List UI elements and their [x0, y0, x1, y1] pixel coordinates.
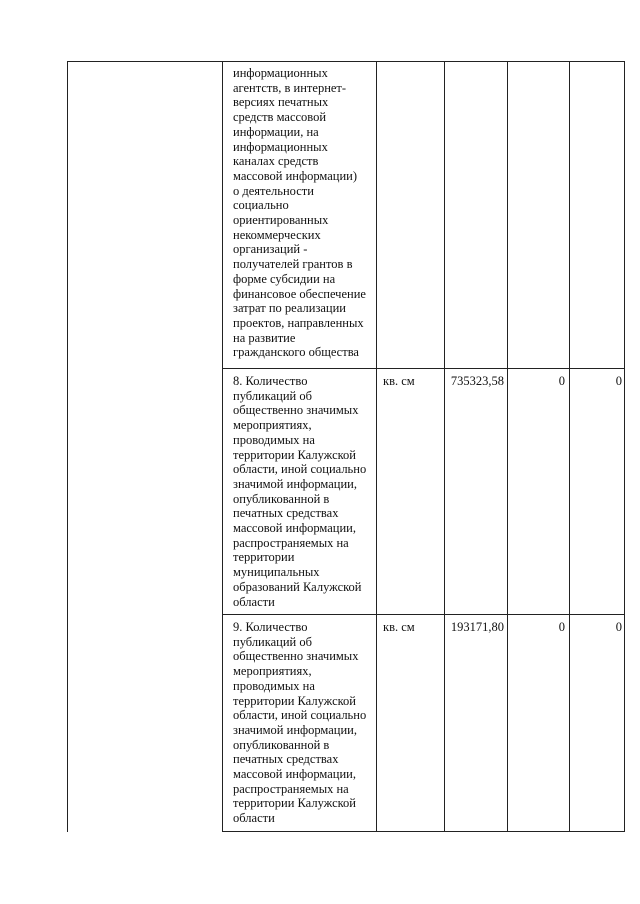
table-cell-indicator-row-2: 8. Количество публикаций об общественно значимых мероприятиях, проводимых на территории Калужской области, иной социально значимой информации, опубликованной в печатных средствах массовой информации, распространяемых на территории муниципальных образований Калужской области	[233, 374, 367, 609]
table-cell-value2-row-3: 0	[558, 620, 565, 634]
table-cell-unit-row-2: кв. см	[383, 374, 415, 388]
column-divider-value1	[444, 61, 445, 832]
column-divider-value3	[569, 61, 570, 832]
column-divider-value2	[507, 61, 508, 832]
table-cell-value1-row-2: 735323,58	[450, 374, 504, 388]
table-cell-value2-row-2: 0	[558, 374, 565, 388]
row-divider-2	[222, 614, 624, 615]
table-cell-indicator-row-3: 9. Количество публикаций об общественно значимых мероприятиях, проводимых на территории Калужской области, иной социально значимой информации, опубликованной в печатных средствах массовой информации, распространяемых на территории Калужской области	[233, 620, 367, 826]
table-cell-value1-row-3: 193171,80	[450, 620, 504, 634]
table-left-border	[67, 61, 68, 832]
table-cell-value3-row-2: 0	[615, 374, 622, 388]
table-bottom-border	[222, 831, 624, 832]
table-cell-indicator-row-1: информационных агентств, в интернет- версиях печатных средств массовой информации, на информационных каналах средств массовой информации) о деятельности социально ориентированных некоммерческих организаций - получателей грантов в форме субсидии на финансовое обеспечение затрат по реализации проектов, направленных на развитие гражданского общества	[233, 66, 366, 360]
column-divider-indicator	[222, 61, 223, 832]
table-right-border	[624, 61, 625, 832]
table-top-border	[67, 61, 624, 62]
table-cell-unit-row-3: кв. см	[383, 620, 415, 634]
table-cell-value3-row-3: 0	[615, 620, 622, 634]
column-divider-unit	[376, 61, 377, 832]
row-divider-1	[222, 368, 624, 369]
